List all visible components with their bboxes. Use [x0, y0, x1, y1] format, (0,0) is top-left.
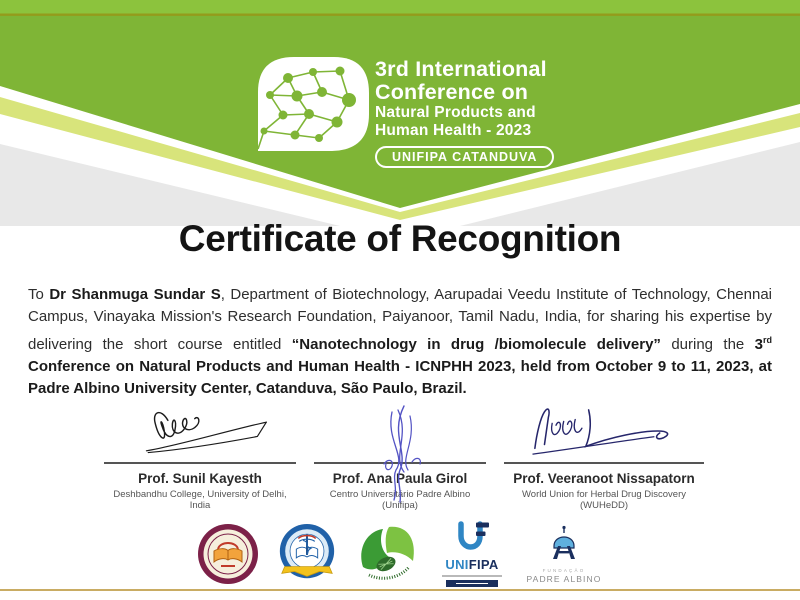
padre-albino-emblem-icon: [549, 525, 579, 561]
conference-title-block: [375, 58, 554, 168]
padre-albino-label: PADRE ALBINO: [526, 573, 602, 584]
certificate-body-paragraph: To Dr Shanmuga Sundar S, Department of Biotechnology, Aarupadai Veedu Institute of Technology, Chennai Campus, Vinayaka Mission's Research Foundation, Paiyanoor, Tamil Nadu, India, for sharing his expertise by delivering the short course entitled “Nanotechnology in drug /biomolecule delivery” during the 3rd Conference on Natural Products and Human Health - ICNPHH 2023, held from October 9 to 11, 2023, at Padre Albino University Center, Catanduva, São Paulo, Brazil.: [28, 286, 773, 398]
green-top-strip: [0, 0, 800, 14]
signature-veeranoot-nissapatorn-icon: [508, 404, 700, 460]
unifipa-wordmark: [436, 557, 508, 572]
padre-albino-logo: [525, 525, 603, 584]
certificate-title: Certificate of Recognition: [178, 218, 622, 259]
olive-line: [0, 14, 800, 16]
signature-line: [104, 462, 296, 464]
signatory-veeranoot-nissapatorn: [504, 398, 704, 511]
signature-section: [104, 398, 704, 511]
signatory-ana-paula-girol: [314, 398, 486, 511]
conference-title-line2: Conference on: [375, 80, 529, 104]
unifipa-catanduva-badge: UNIFIPA CATANDUVA: [375, 146, 554, 168]
conference-subtitle-line1: Natural Products and: [375, 104, 536, 121]
institution-logos: [0, 521, 800, 587]
deshbandhu-college-seal-logo: [197, 523, 259, 585]
bottom-gold-rule: [0, 589, 800, 591]
signatory-affiliation: Centro Universitário Padre Albino (Unifipa): [329, 489, 471, 511]
signatory-name: Prof. Sunil Kayesth: [138, 471, 262, 486]
conference-leaf-logo: [258, 57, 369, 151]
signature-line: [504, 462, 704, 464]
medical-college-seal-logo: [276, 522, 338, 586]
signatory-name: Prof. Ana Paula Girol: [332, 471, 468, 486]
signature-sunil-kayesth-icon: [116, 402, 286, 462]
unifipa-microtext-bar: [442, 575, 502, 577]
padre-albino-microtext: FUNDAÇÃO: [542, 567, 586, 573]
unifipa-word-fipa: FIPA: [468, 557, 499, 572]
unifipa-monogram-icon: [453, 521, 491, 551]
signatory-affiliation: Deshbandhu College, University of Delhi, India: [113, 489, 287, 511]
unifipa-logo: [436, 521, 508, 587]
wuhedd-leaf-logo: [355, 523, 419, 585]
signatory-sunil-kayesth: [104, 398, 296, 511]
conference-subtitle-line2: Human Health - 2023: [375, 121, 532, 139]
conference-title-line1: 3rd International: [375, 57, 547, 81]
signature-ana-paula-girol-icon: [314, 400, 486, 504]
signatory-name: Prof. Veeranoot Nissapatorn: [513, 471, 695, 486]
signatory-affiliation: World Union for Herbal Drug Discovery (WUHeDD): [521, 489, 687, 511]
unifipa-word-uni: UNI: [445, 557, 469, 572]
unifipa-footer-bar: [446, 580, 498, 587]
